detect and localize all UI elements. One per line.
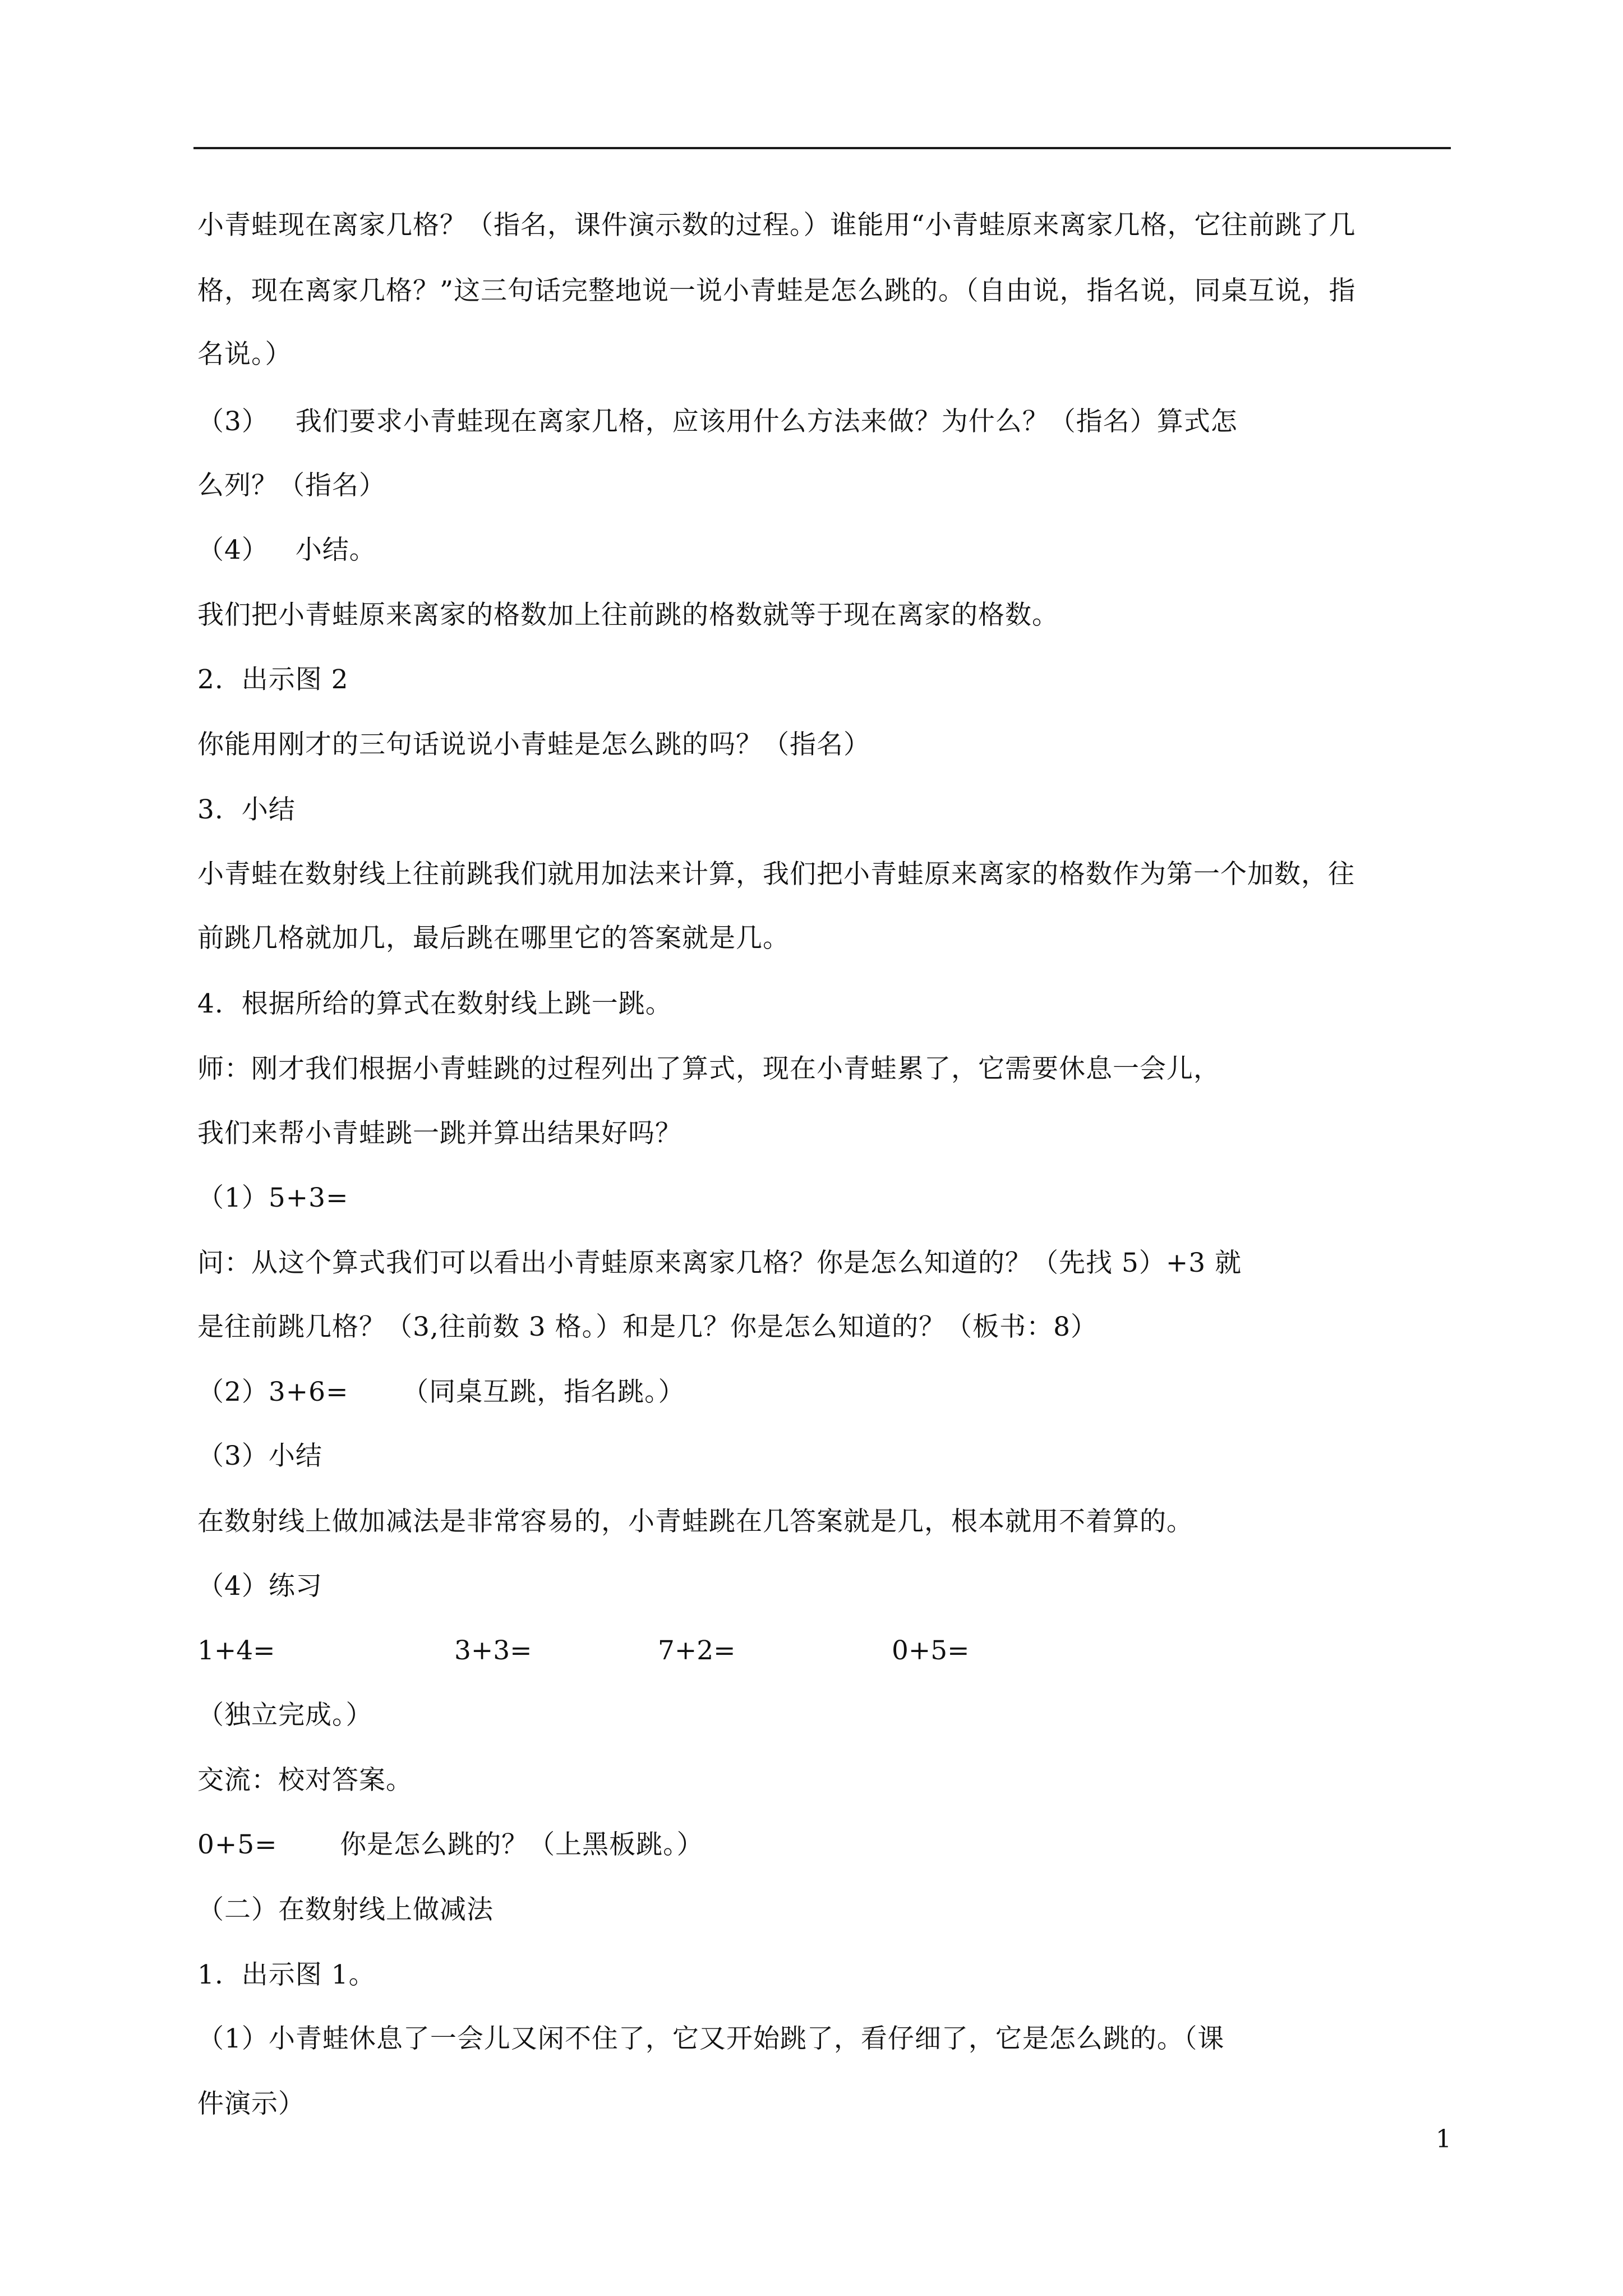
exercise-item: 3+3= [454,1635,532,1666]
paragraph-line: 2. 出示图 2 [197,664,349,695]
paragraph-line: 前跳几格就加几，最后跳在哪里它的答案就是几。 [197,923,790,954]
exercise-item: 1+4= [197,1635,275,1666]
paragraph-line: 你能用刚才的三句话说说小青蛙是怎么跳的吗？（指名） [197,729,870,760]
exercise-item: 7+2= [658,1635,736,1666]
paragraph-line: 小青蛙现在离家几格？（指名，课件演示数的过程。）谁能用“小青蛙原来离家几格，它往前跳了几 [197,210,1356,241]
paragraph-line: （二）在数射线上做减法 [197,1894,494,1925]
paragraph-line: 名说。） [197,339,292,370]
paragraph-line: 格，现在离家几格？”这三句话完整地说一说小青蛙是怎么跳的。（自由说，指名说，同桌互说，指 [197,275,1356,306]
paragraph-line: 0+5= 你是怎么跳的？（上黑板跳。） [197,1829,704,1860]
exercise-row [197,1637,983,1665]
paragraph-line: 么列？（指名） [197,470,386,501]
paragraph-line: 交流：校对答案。 [197,1765,413,1796]
paragraph-line: 在数射线上做加减法是非常容易的，小青蛙跳在几答案就是几，根本就用不着算的。 [197,1506,1193,1537]
paragraph-line: （独立完成。） [197,1700,373,1731]
paragraph-line: （2）3+6= （同桌互跳，指名跳。） [197,1377,685,1407]
paragraph-line: 我们把小青蛙原来离家的格数加上往前跳的格数就等于现在离家的格数。 [197,600,1059,631]
paragraph-line: （3）小结 [197,1441,322,1471]
paragraph-line: （1）小青蛙休息了一会儿又闲不住了，它又开始跳了，看仔细了，它是怎么跳的。（课 [197,2023,1225,2054]
paragraph-line: 3. 小结 [197,794,296,825]
paragraph-line: 1. 出示图 1。 [197,1959,376,1990]
paragraph-line: 师：刚才我们根据小青蛙跳的过程列出了算式，现在小青蛙累了，它需要休息一会儿， [197,1053,1220,1084]
header-rule [193,147,1451,149]
paragraph-line: （4）练习 [197,1571,322,1602]
paragraph-line: 4. 根据所给的算式在数射线上跳一跳。 [197,988,672,1019]
paragraph-line: 是往前跳几格？（3,往前数 3 格。）和是几？你是怎么知道的？（板书：8） [197,1312,1098,1342]
paragraph-line: 问：从这个算式我们可以看出小青蛙原来离家几格？你是怎么知道的？（先找 5）+3 就 [197,1248,1242,1278]
paragraph-line: 件演示） [197,2088,305,2119]
paragraph-line: 我们来帮小青蛙跳一跳并算出结果好吗？ [197,1118,682,1149]
paragraph-line: （3） 我们要求小青蛙现在离家几格，应该用什么方法来做？为什么？（指名）算式怎 [197,406,1238,437]
page-number: 1 [1436,2125,1451,2154]
exercise-item: 0+5= [892,1635,970,1666]
paragraph-line: （1）5+3= [197,1182,349,1213]
paragraph-line: （4） 小结。 [197,535,376,565]
paragraph-line: 小青蛙在数射线上往前跳我们就用加法来计算，我们把小青蛙原来离家的格数作为第一个加数，往 [197,859,1355,890]
